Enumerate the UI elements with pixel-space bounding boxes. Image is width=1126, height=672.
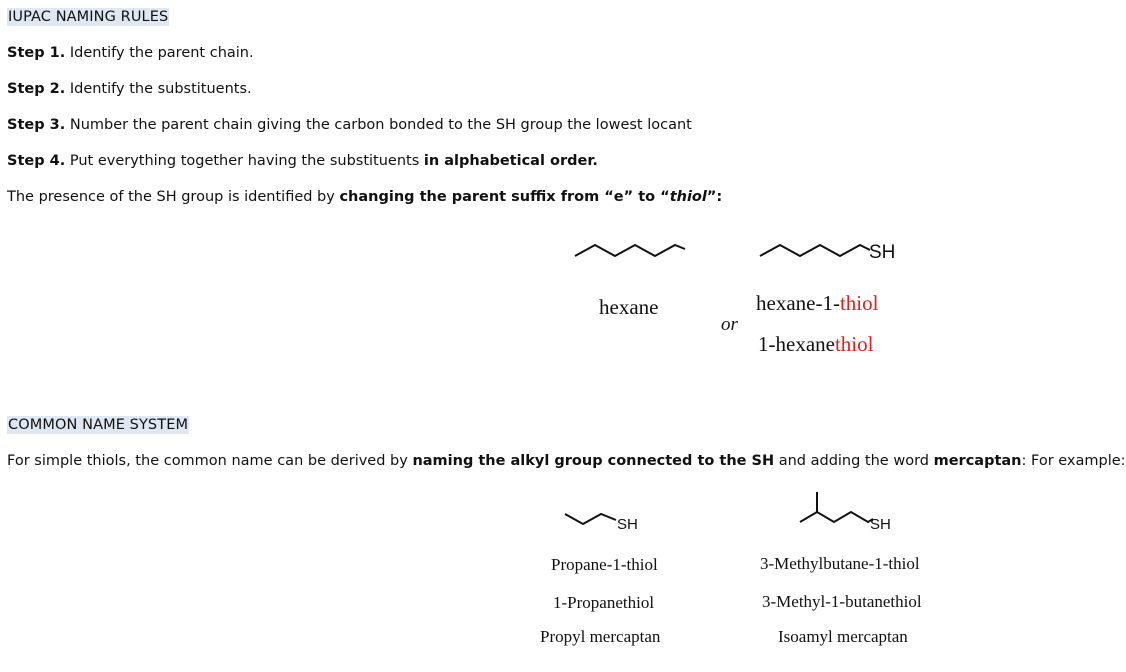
common-intro: For simple thiols, the common name can be derived by naming the alkyl group connected to the SH and adding the word mercaptan: For example: bbox=[7, 453, 1126, 469]
iupac-heading: IUPAC NAMING RULES bbox=[8, 9, 169, 25]
hexane-label: hexane bbox=[599, 295, 659, 319]
step-3: Step 3. Number the parent chain giving the carbon bonded to the SH group the lowest locant bbox=[7, 117, 692, 133]
sh-label-hexanethiol: SH bbox=[869, 242, 896, 263]
example1-name-3: Propyl mercaptan bbox=[540, 627, 661, 646]
example2-name-3: Isoamyl mercaptan bbox=[778, 627, 908, 646]
or-label: or bbox=[721, 314, 738, 335]
example2-name-2: 3-Methyl-1-butanethiol bbox=[762, 592, 922, 611]
step-2: Step 2. Identify the substituents. bbox=[7, 81, 252, 97]
example2-name-1: 3-Methylbutane-1-thiol bbox=[760, 554, 920, 573]
example1-name-1: Propane-1-thiol bbox=[551, 555, 658, 574]
sh-label-propanethiol: SH bbox=[617, 516, 638, 533]
step-4: Step 4. Put everything together having the substituents in alphabetical order. bbox=[7, 153, 598, 169]
hexane-1-thiol-name: hexane-1-thiol bbox=[756, 291, 879, 315]
1-hexanethiol-name: 1-hexanethiol bbox=[758, 332, 874, 356]
suffix-rule-line: The presence of the SH group is identified by changing the parent suffix from “e” to “thiol”: bbox=[7, 189, 723, 205]
step-1: Step 1. Identify the parent chain. bbox=[7, 45, 254, 61]
hexane-structure bbox=[572, 238, 692, 268]
sh-label-isoamylthiol: SH bbox=[870, 516, 891, 533]
common-heading: COMMON NAME SYSTEM bbox=[8, 417, 189, 433]
example1-name-2: 1-Propanethiol bbox=[553, 593, 655, 612]
